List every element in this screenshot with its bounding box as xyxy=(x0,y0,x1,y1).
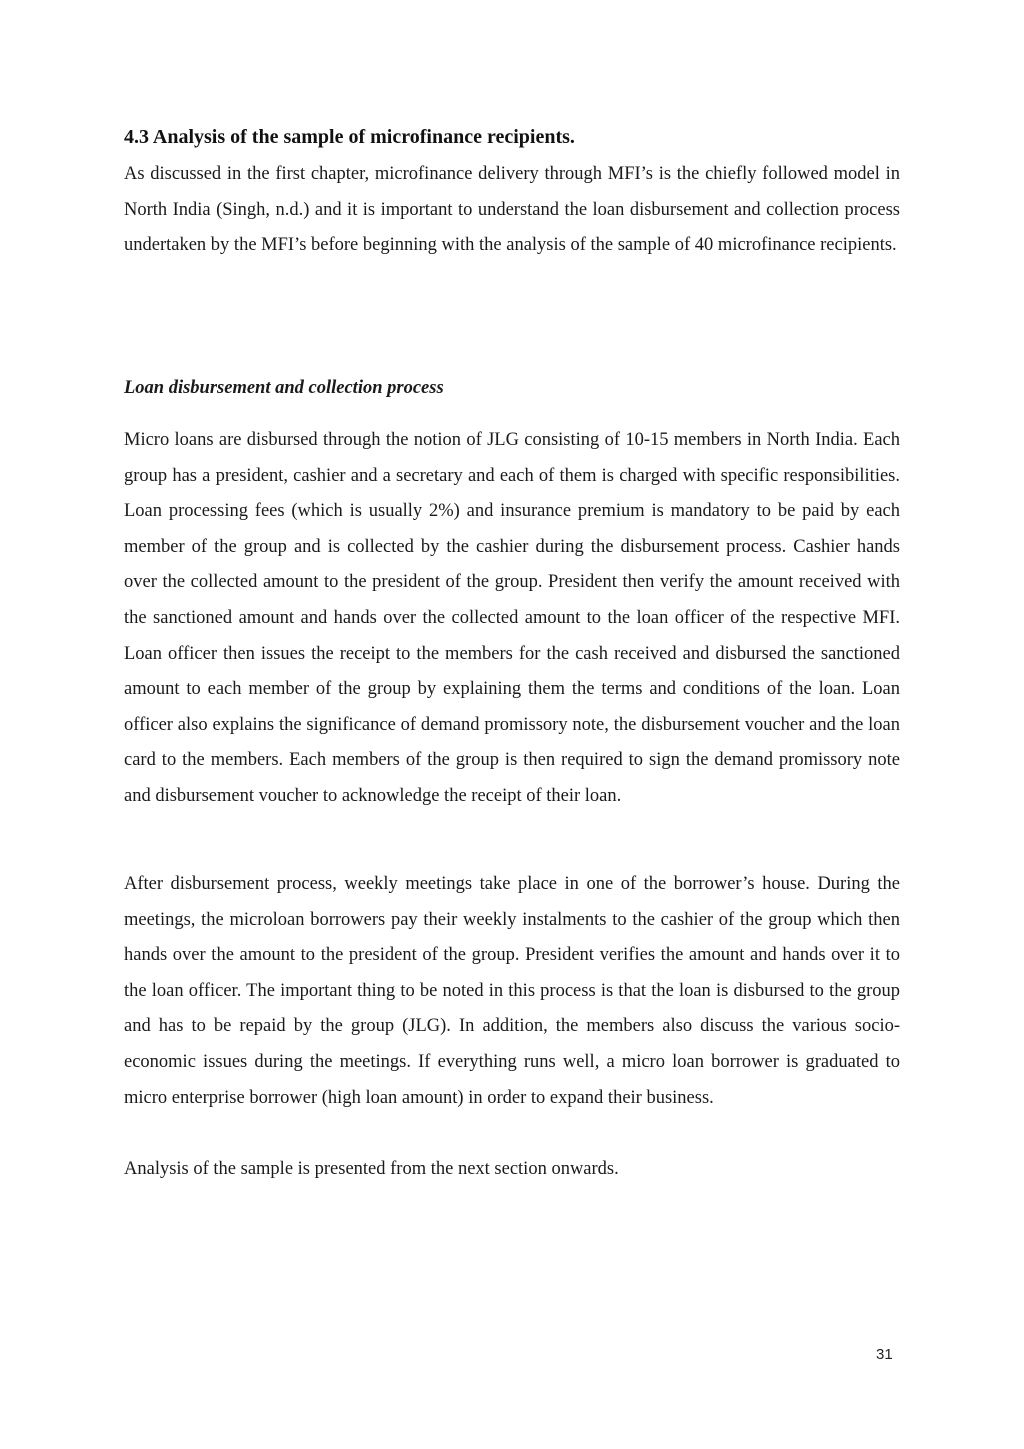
page-number: 31 xyxy=(876,1346,893,1363)
collection-paragraph: After disbursement process, weekly meetings take place in one of the borrower’s house. During the meetings, the microloan borrowers pay their weekly instalments to the cashier of the group which then hands over the amount to the president of the group. President verifies the amount and hands over it to the loan officer. The important thing to be noted in this process is that the loan is disbursed to the group and has to be repaid by the group (JLG). In addition, the members also discuss the various socio-economic issues during the meetings. If everything runs well, a micro loan borrower is graduated to micro enterprise borrower (high loan amount) in order to expand their business. xyxy=(124,874,900,1108)
disbursement-paragraph: Micro loans are disbursed through the notion of JLG consisting of 10-15 members in North India. Each group has a president, cashier and a secretary and each of them is charged with specific responsibilities. Loan processing fees (which is usually 2%) and insurance premium is mandatory to be paid by each member of the group and is collected by the cashier during the disbursement process. Cashier hands over the collected amount to the president of the group. President then verify the amount received with the sanctioned amount and hands over the collected amount to the loan officer of the respective MFI. Loan officer then issues the receipt to the members for the cash received and disbursed the sanctioned amount to each member of the group by explaining them the terms and conditions of the loan. Loan officer also explains the significance of demand promissory note, the disbursement voucher and the loan card to the members. Each members of the group is then required to sign the demand promissory note and disbursement voucher to acknowledge the receipt of their loan. xyxy=(124,430,900,806)
subsection-heading: Loan disbursement and collection process xyxy=(124,378,444,398)
closing-sentence: Analysis of the sample is presented from the next section onwards. xyxy=(124,1159,619,1179)
intro-paragraph: As discussed in the first chapter, microfinance delivery through MFI’s is the chiefly followed model in North India (Singh, n.d.) and it is important to understand the loan disbursement and collection process undertaken by the MFI’s before beginning with the analysis of the sample of 40 microfinance recipients. xyxy=(124,164,900,256)
section-heading: 4.3 Analysis of the sample of microfinance recipients. xyxy=(124,126,575,148)
